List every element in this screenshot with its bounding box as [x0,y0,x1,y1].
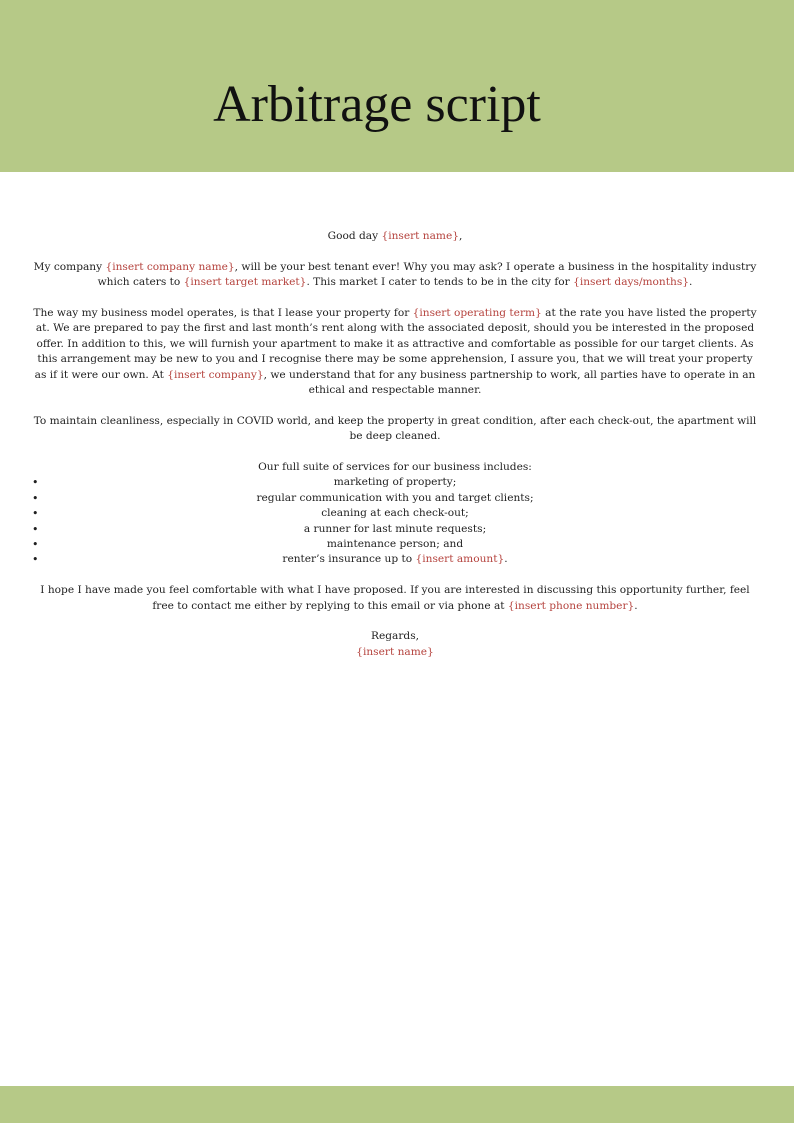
service-text: renter’s insurance up to [282,553,416,566]
list-item [30,522,760,537]
signature-placeholder: {insert name} [356,645,434,658]
company-placeholder: {insert company} [167,368,264,381]
services-intro: Our full suite of services for our business includes: [258,461,532,474]
closing-text-2: . [634,599,638,612]
service-text: maintenance person; and [326,538,464,551]
operating-term-placeholder: {insert operating term} [412,307,542,319]
footer-band [0,1086,794,1123]
bullet: • [32,538,39,552]
name-placeholder: {insert name} [381,230,459,242]
model-text-1: The way my business model operates, is that I lease your property for [33,307,413,319]
bullet: • [32,491,39,505]
intro-text-4: . [689,276,693,289]
signoff: Regards, [371,630,419,643]
greeting [30,229,760,244]
service-text: cleaning at each check-out; [321,507,469,520]
greeting-punctuation: , [459,230,463,242]
intro-text-1: My company [33,260,106,273]
closing-text-1: I hope I have made you feel comfortable with what I have proposed. If you are interested in discussing this opportunity further, feel free to contact me either by replying to this email or via phone at [40,584,750,612]
cleanliness-paragraph: To maintain cleanliness, especially in COVID world, and keep the property in great condition, after each check-out, the apartment will be deep cleaned. [33,414,757,443]
closing-paragraph [30,583,760,614]
list-item [30,537,760,552]
company-name-placeholder: {insert company name} [105,260,235,273]
greeting-text: Good day [327,230,382,242]
service-text: regular communication with you and target clients; [256,491,534,504]
bullet: • [32,522,39,536]
list-item [30,491,760,506]
list-item [30,475,760,490]
service-text: a runner for last minute requests; [303,522,487,535]
intro-paragraph [30,260,760,291]
bullet: • [32,553,39,567]
business-model-paragraph [30,306,760,398]
intro-text-2: , will be your best tenant ever! Why you may ask? I operate a business in the hospitality industry which caters to [97,260,757,289]
days-months-placeholder: {insert days/months} [573,276,690,289]
services-list [30,475,760,567]
bullet: • [32,507,39,521]
target-market-placeholder: {insert target market} [183,276,307,289]
intro-text-3: . This market I cater to tends to be in the city for [306,276,574,289]
bullet: • [32,476,39,490]
phone-number-placeholder: {insert phone number} [507,599,635,612]
page-title: Arbitrage script [213,76,541,133]
model-text-3: , we understand that for any business partnership to work, all parties have to operate in an ethical and respectable manner. [263,368,756,397]
service-text: marketing of property; [333,476,457,489]
amount-placeholder: {insert amount} [415,553,505,566]
service-text-end: . [504,553,508,566]
list-item [30,506,760,521]
letter-body [30,229,760,660]
model-text-2: at the rate you have listed the property at. We are prepared to pay the first and last month’s rent along with the associated deposit, should you be interested in the proposed offer. In addition to this, we will furnish your apartment to make it as attractive and comfortable as possible for our target clients. As this arrangement may be new to you and I recognise there may be some apprehension, I assure you, that we will treat your property as if it were our own. At [34,307,757,381]
list-item [30,552,760,567]
